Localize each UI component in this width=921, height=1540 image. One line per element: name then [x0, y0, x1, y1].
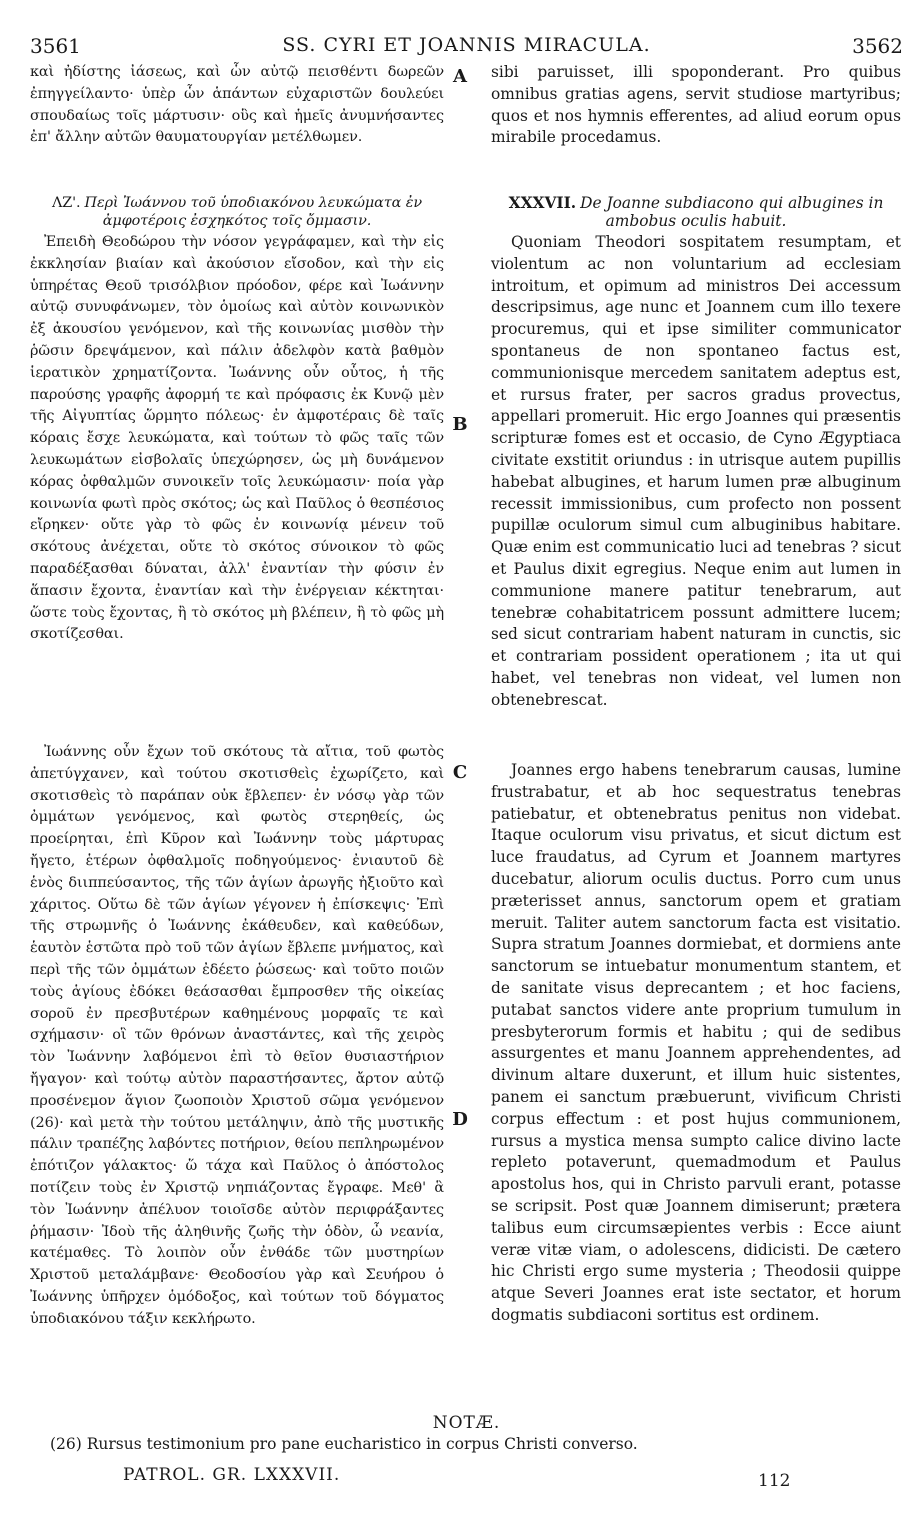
series-signature: PATROL. GR. LXXXVII.: [123, 1465, 341, 1485]
running-header: [30, 34, 903, 58]
page-number-right: 3562: [852, 34, 903, 58]
greek-intro-paragraph: καὶ ἠδίστης ἰάσεως, καὶ ὧν αὐτῷ πεισθέντι δωρεῶν ἐπηγγείλαντο· ὑπὲρ ὧν ἁπάντων εὐχαριστῶν δουλεύει σπουδαίως τοῖς μάρτυσιν· οὓς καὶ ἡμεῖς ἀνυμνήσαντες ἐπ' ἄλλην αὐτῶν θαυματουργίαν μετέλθωμεν.: [30, 64, 444, 146]
latin-chapter-number: XXXVII.: [508, 194, 577, 212]
footnote-26: (26) Rursus testimonium pro pane eucharistico in corpus Christi converso.: [50, 1435, 638, 1453]
running-title: SS. CYRI ET JOANNIS MIRACULA.: [282, 34, 651, 56]
latin-chapter-heading: [491, 194, 901, 230]
latin-intro-paragraph: sibi paruisset, illi spoponderant. Pro quibus omnibus gratias agens, servit studiose martyribus; quos et nos hymnis efferentes, ad aliud eorum opus mirabile procedamus.: [491, 63, 901, 147]
latin-chapter-title: De Joanne subdiacono qui albugines in ambobus oculis habuit.: [580, 194, 884, 230]
page-number-left: 3561: [30, 34, 81, 58]
notes-section: [30, 1413, 903, 1457]
greek-paragraph-2: Ἰωάννης οὖν ἔχων τοῦ σκότους τὰ αἴτια, τοῦ φωτὸς ἀπετύγχανεν, καὶ τούτου σκοτισθεὶς ἐχωρίζετο, καὶ σκοτισθεὶς τὸ παράπαν οὐκ ἔβλεπεν· ἐν νόσῳ γὰρ τῶν ὀμμάτων γενόμενος, καὶ φωτὸς στερηθείς, ὡς προείρηται, ἐπὶ Κῦρον καὶ Ἰωάννην τοὺς μάρτυρας ἤγετο, ἑτέρων ὀφθαλμοῖς ποδηγούμενος· ἐνιαυτοῦ δὲ ἑνὸς διιππεύσαντος, τῆς τῶν ἁγίων ἀρωγῆς ἠξιοῦτο καὶ χάριτος. Οὕτω δὲ τῶν ἁγίων γέγονεν ἡ ἐπίσκεψις· Ἐπὶ τῆς στρωμνῆς ὁ Ἰωάννης ἐκάθευδεν, καὶ καθεύδων, ἑαυτὸν ἑστῶτα πρὸ τοῦ τῶν ἁγίων ἔβλεπε μνήματος, καὶ περὶ τῆς τῶν ὀμμάτων ἐδέετο ῥώσεως· καὶ τοῦτο ποιῶν τοὺς ἁγίους ἐδόκει θεάσασθαι ἔμπροσθεν τῆς οἰκείας σοροῦ ἐν πρεσβυτέρων καθημένους μορφαῖς τε καὶ σχήμασιν· οἳ τῶν θρόνων ἀναστάντες, καὶ τῆς χειρὸς τὸν Ἰωάννην λαβόμενοι ἐπὶ τὸ θεῖον θυσιαστήριον ἤγαγον· καὶ τούτῳ αὐτὸν παραστήσαντες, ἄρτον αὐτῷ προσένεμον ἅγιον ζωοποιὸν Χριστοῦ σῶμα γενόμενον (26)· καὶ μετὰ τὴν τούτου μετάληψιν, ἀπὸ τῆς μυστικῆς πάλιν τραπέζης λαβόντες ποτήριον, θείου πεπληρωμένον ἐπότιζον γάλακτος· ὥ τάχα καὶ Παῦλος ὁ ἀπόστολος ποτίζειν τοὺς ἐν Χριστῷ νηπιάζοντας ἔγραφε. Μεθ' ἃ τὸν Ἰωάννην ἀπέλυον τοιοῖσδε αὐτὸν περιφράξαντες ῥήμασιν· Ἰδοὺ τῆς ἀληθινῆς ζωῆς τὴν ὁδὸν, ὦ νεανία, κατέμαθες. Τὸ λοιπὸν οὖν ἐνθάδε τῶν μυστηρίων Χριστοῦ μεταλάμβανε· Θεοδοσίου γὰρ καὶ Σευήρου ὁ Ἰωάννης ὑπῆρχεν ὁμόδοξος, καὶ τούτων τοῦ δόγματος ὑποδιακόνου τάξιν κεκλήρωτο.: [30, 744, 444, 1327]
greek-chapter-number: ΛΖ'.: [51, 195, 81, 211]
margin-letter-b: B: [452, 414, 468, 435]
latin-paragraph-1: Quoniam Theodori sospitatem resumptam, et violentum ac non voluntarium ad ecclesiam introitum, et opimum ad ministros Dei accessum descripsimus, age nunc et Joannem cum illo texere procuremus, qui et ipse similiter communicator spontaneus de non spontaneo factus est, communionisque mercedem sanitatem adeptus est, et rursus frater, per sacros gradus provectus, appellari promeruit. Hic ergo Joannes qui præsentis scripturæ fomes est et occasio, de Cyno Ægyptiaca civitate exstitit oriundus : in utrisque autem pupillis habebat albugines, et harum lumen præ albuginum recessit immissionibus, cum profecto non possent pupillæ oculorum simul cum albuginibus habitare. Quæ enim est communicatio luci ad tenebras ? sicut et Paulus dixit egregius. Neque enim aut lumen in communione manere patitur tenebrarum, aut tenebræ cohabitatricem possunt admittere lucem; sed sicut contrariam habent naturam in cunctis, sic et contrariam possident operationem ; ita ut qui habet, vel tenebras non videat, vel lumen non obtenebrescat.: [491, 233, 901, 709]
margin-letter-c: C: [452, 762, 468, 783]
notes-title: NOTÆ.: [432, 1413, 501, 1433]
signature-number: 112: [758, 1471, 791, 1491]
margin-letter-a: A: [453, 66, 467, 87]
page-footer: [123, 1465, 903, 1495]
greek-paragraph-1: Ἐπειδὴ Θεοδώρου τὴν νόσον γεγράφαμεν, καὶ τὴν εἰς ἐκκλησίαν βιαίαν καὶ ἀκούσιον εἴσοδον, καὶ τὴν εἰς ὑπηρέτας Θεοῦ τρισόλβιον πρόοδον, φέρε καὶ Ἰωάννην αὐτῷ συνυφάνωμεν, τὸν ὁμοίως καὶ αὐτὸν κοινωνικὸν ἐξ ἀκουσίου γενόμενον, καὶ τῆς κοινωνίας μισθὸν τὴν ῥῶσιν δρεψάμενον, καὶ πάλιν ἀδελφὸν κατὰ βαθμὸν ἱερατικὸν χρηματίζοντα. Ἰωάννης οὖν οὗτος, ἡ τῆς παρούσης γραφῆς ἀφορμή τε καὶ πρόφασις ἐκ Κυνῷ μὲν τῆς Αἰγυπτίας ὥρμητο πόλεως· ἐν ἀμφοτέραις δὲ ταῖς κόραις ἔσχε λευκώματα, καὶ τούτων τὸ φῶς ταῖς τῶν λευκωμάτων εἰσβολαῖς ὑπεχώρησεν, ὡς μὴ δυνάμενον κόρας ὀφθαλμῶν συνοικεῖν τοῖς λευκώμασιν· ποία γὰρ κοινωνία φωτὶ πρὸς σκότος; ὡς καὶ Παῦλος ὁ θεσπέσιος εἴρηκεν· οὔτε γὰρ τὸ φῶς ἐν κοινωνίᾳ μένειν τοῦ σκότους ἀνέχεται, οὔτε τὸ σκότος σύνοικον τὸ φῶς παραδέξασθαι δύναται, ἀλλ' ἐναντίαν τὴν φύσιν ἐν ἅπασιν ἔχοντα, ἐναντίαν καὶ τὴν ἐνέργειαν κέκτηται· ὥστε τοὺς ἔχοντας, ἢ τὸ σκότος μὴ βλέπειν, ἢ τὸ φῶς μὴ σκοτίζεσθαι.: [30, 234, 444, 643]
greek-chapter-title: Περὶ Ἰωάννου τοῦ ὑποδιακόνου λευκώματα ἐν ἀμφοτέροις ἐσχηκότος τοῖς ὄμμασιν.: [84, 195, 423, 229]
greek-chapter-heading: [30, 194, 444, 230]
latin-paragraph-2: Joannes ergo habens tenebrarum causas, lumine frustrabatur, et ab hoc sequestratus tenebras patiebatur, et obtenebratus penitus non videbat. Itaque oculorum visu privatus, et sicut dictum est luce fraudatus, ad Cyrum et Joannem martyres ducebatur, aliorum oculis ductus. Porro cum unus præterisset annus, sanctorum opem et gratiam meruit. Taliter autem sanctorum facta est visitatio. Supra stratum Joannes dormiebat, et dormiens ante sanctorum se intuebatur monumentum stantem, et de sanitate visus deprecantem ; et hoc faciens, putabat sanctos videre ante proprium tumulum in presbyterorum formis et habitu ; qui de sedibus assurgentes et manu Joannem apprehendentes, ad divinum altare duxerunt, et illum huic sistentes, panem ei sanctum præbuerunt, vivificum Christi corpus effectum : et post hujus communionem, rursus a mystica mensa sumpto calice divino lacte repleto potaverunt, quemadmodum et Paulus apostolus hos, qui in Christo parvuli erant, potasse se scripsit. Post quæ Joannem dimiserunt; prætera talibus eum circumsæpientes verbis : Ecce aiunt veræ vitæ viam, o adolescens, didicisti. De cætero hic Christi ergo sume mysteria ; Theodosii quippe atque Severi Joannes erat iste sectator, et horum dogmatis subdiaconi sortitus est ordinem.: [491, 761, 901, 1324]
margin-letter-d: D: [452, 1109, 468, 1130]
